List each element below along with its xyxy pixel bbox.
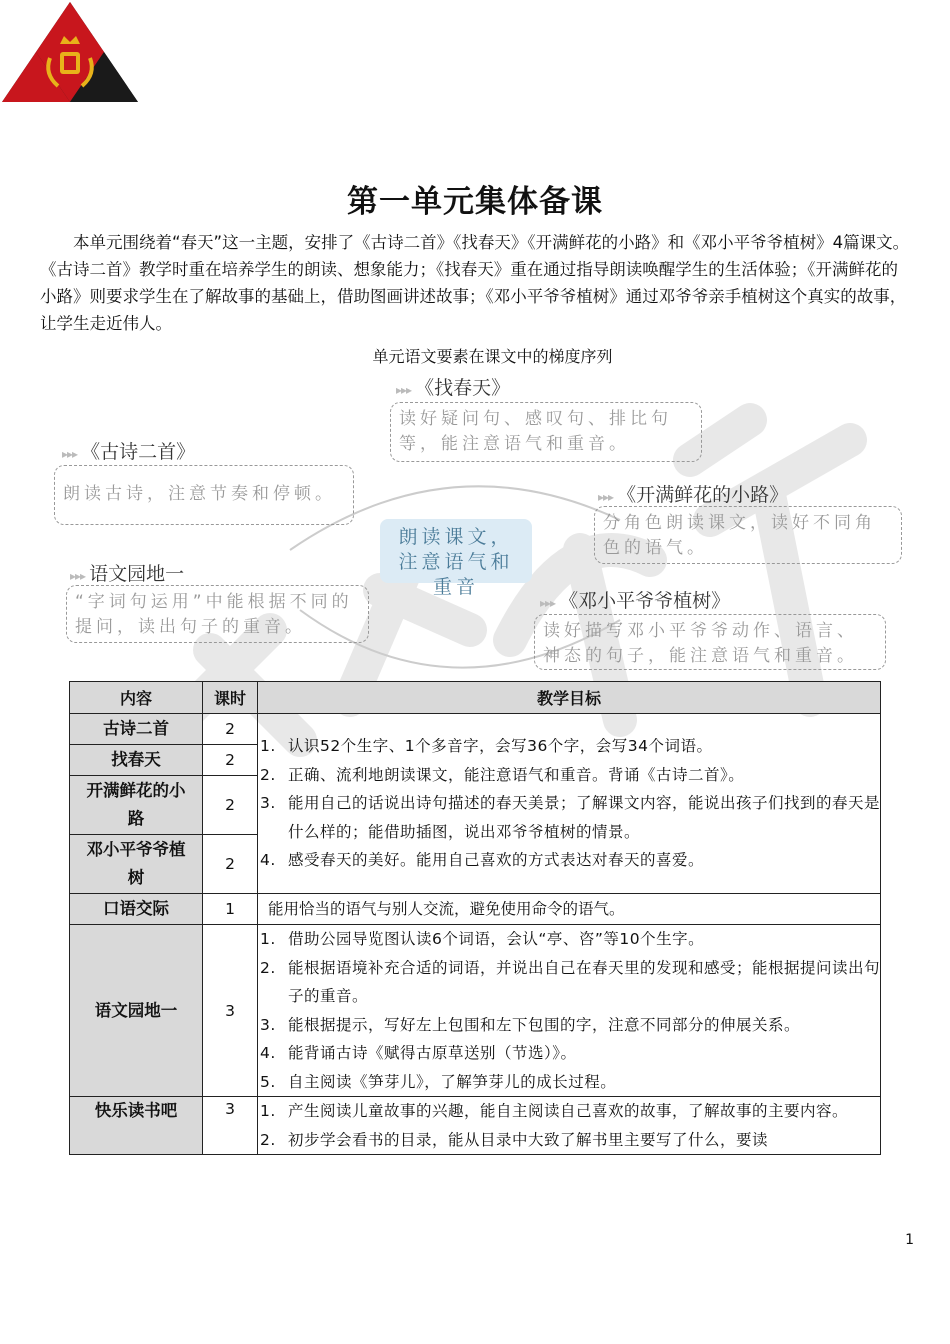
- mindmap-box-zhaochuntian: 读好疑问句、感叹句、排比句等，能注意语气和重音。: [390, 402, 702, 462]
- mindmap-box-zhishu: 读好描写邓小平爷爷动作、语言、神态的句子，能注意语气和重音。: [534, 614, 886, 670]
- row-hours: 2: [203, 745, 258, 776]
- goals-garden: [258, 925, 881, 1097]
- school-logo: [0, 0, 140, 105]
- mindmap-box-xiaolu: 分角色朗读课文，读好不同角色的语气。: [594, 506, 902, 564]
- mindmap-caption: 单元语文要素在课文中的梯度序列: [372, 347, 613, 366]
- mindmap-title-zhishu: ▸▸▸ 《邓小平爷爷植树》: [540, 590, 731, 612]
- row-content: 找春天: [70, 745, 203, 776]
- page-number: 1: [905, 1232, 914, 1248]
- goal-item: 1. 借助公园导览图认读6个词语，会认“亭、咨”等10个生字。: [260, 930, 705, 948]
- mindmap-title-gushi: ▸▸▸ 《古诗二首》: [62, 441, 196, 463]
- row-content: 邓小平爷爷植树: [70, 835, 203, 894]
- page-title: 第一单元集体备课: [347, 184, 603, 220]
- mindmap-box-yuandi: “字词句运用”中能根据不同的提问，读出句子的重音。: [66, 585, 369, 643]
- row-hours: 1: [203, 894, 258, 925]
- row-content: 古诗二首: [70, 714, 203, 745]
- goals-reading: [258, 1097, 881, 1155]
- mindmap-center: 朗读课文，注意语气和重音: [380, 519, 532, 583]
- row-content: 口语交际: [70, 894, 203, 925]
- arrow-icon: ▸▸▸: [62, 447, 78, 461]
- row-hours: 2: [203, 714, 258, 745]
- table-row: [70, 925, 881, 1097]
- table-header-row: [70, 682, 881, 714]
- arrow-icon: ▸▸▸: [540, 596, 556, 610]
- arrow-icon: ▸▸▸: [598, 490, 614, 504]
- row-hours: 3: [203, 925, 258, 1097]
- header-hours: 课时: [203, 682, 258, 714]
- table-row: [70, 714, 881, 745]
- goal-item: 3. 能根据提示，写好左上包围和左下包围的字，注意不同部分的伸展关系。: [260, 1015, 801, 1034]
- row-content: 快乐读书吧: [70, 1097, 203, 1155]
- mindmap-box-gushi: 朗读古诗，注意节奏和停顿。: [54, 465, 354, 525]
- goal-item: 4. 能背诵古诗《赋得古原草送别（节选）》。: [260, 1044, 577, 1062]
- intro-paragraph: 本单元围绕着“春天”这一主题，安排了《古诗二首》《找春天》《开满鲜花的小路》和《邓小平爷爷植树》4篇课文。《古诗二首》教学时重在培养学生的朗读、想象能力；《找春天》重在通过指导朗读唤醒学生的生活体验；《开满鲜花的小路》则要求学生在了解故事的基础上，借助图画讲述故事；《邓小平爷爷植树》通过邓爷爷亲手植树这个真实的故事，让学生走近伟人。: [40, 233, 910, 333]
- row-hours: 2: [203, 835, 258, 894]
- table-row: [70, 894, 881, 925]
- row-hours: 2: [203, 776, 258, 835]
- mindmap-title-zhaochuntian: ▸▸▸ 《找春天》: [396, 377, 511, 399]
- lesson-plan-table: [69, 681, 881, 1155]
- arrow-icon: ▸▸▸: [70, 569, 86, 583]
- row-content: 语文园地一: [70, 925, 203, 1097]
- goals-texts: [258, 714, 881, 894]
- goal-item: 2. 能根据语境补充合适的词语，并说出自己在春天里的发现和感受；能根据提问读出句子的重音。: [260, 958, 881, 1005]
- table-row: [70, 1097, 881, 1155]
- header-goals: 教学目标: [258, 682, 881, 714]
- goal-item: 2. 正确、流利地朗读课文，能注意语气和重音。背诵《古诗二首》。: [260, 765, 745, 784]
- goals-oral: 能用恰当的语气与别人交流，避免使用命令的语气。: [258, 894, 881, 925]
- goal-item: 2. 初步学会看书的目录，能从目录中大致了解书里主要写了什么，要读: [260, 1130, 769, 1149]
- goal-item: 1. 产生阅读儿童故事的兴趣，能自主阅读自己喜欢的故事，了解故事的主要内容。: [260, 1102, 849, 1120]
- goal-item: 5. 自主阅读《笋芽儿》，了解笋芽儿的成长过程。: [260, 1072, 617, 1091]
- goal-item: 4. 感受春天的美好。能用自己喜欢的方式表达对春天的喜爱。: [260, 851, 705, 870]
- row-content: 开满鲜花的小路: [70, 776, 203, 835]
- goal-item: 1. 认识52个生字、1个多音字，会写36个字，会写34个词语。: [260, 737, 713, 756]
- header-content: 内容: [70, 682, 203, 714]
- arrow-icon: ▸▸▸: [396, 383, 412, 397]
- row-hours: 3: [203, 1097, 258, 1155]
- mindmap-title-yuandi: ▸▸▸ 语文园地一: [70, 563, 185, 585]
- goal-item: 3. 能用自己的话说出诗句描述的春天美景；了解课文内容，能说出孩子们找到的春天是什么样的；能借助插图，说出邓爷爷植树的情景。: [260, 794, 881, 841]
- mindmap-title-xiaolu: ▸▸▸ 《开满鲜花的小路》: [598, 484, 789, 506]
